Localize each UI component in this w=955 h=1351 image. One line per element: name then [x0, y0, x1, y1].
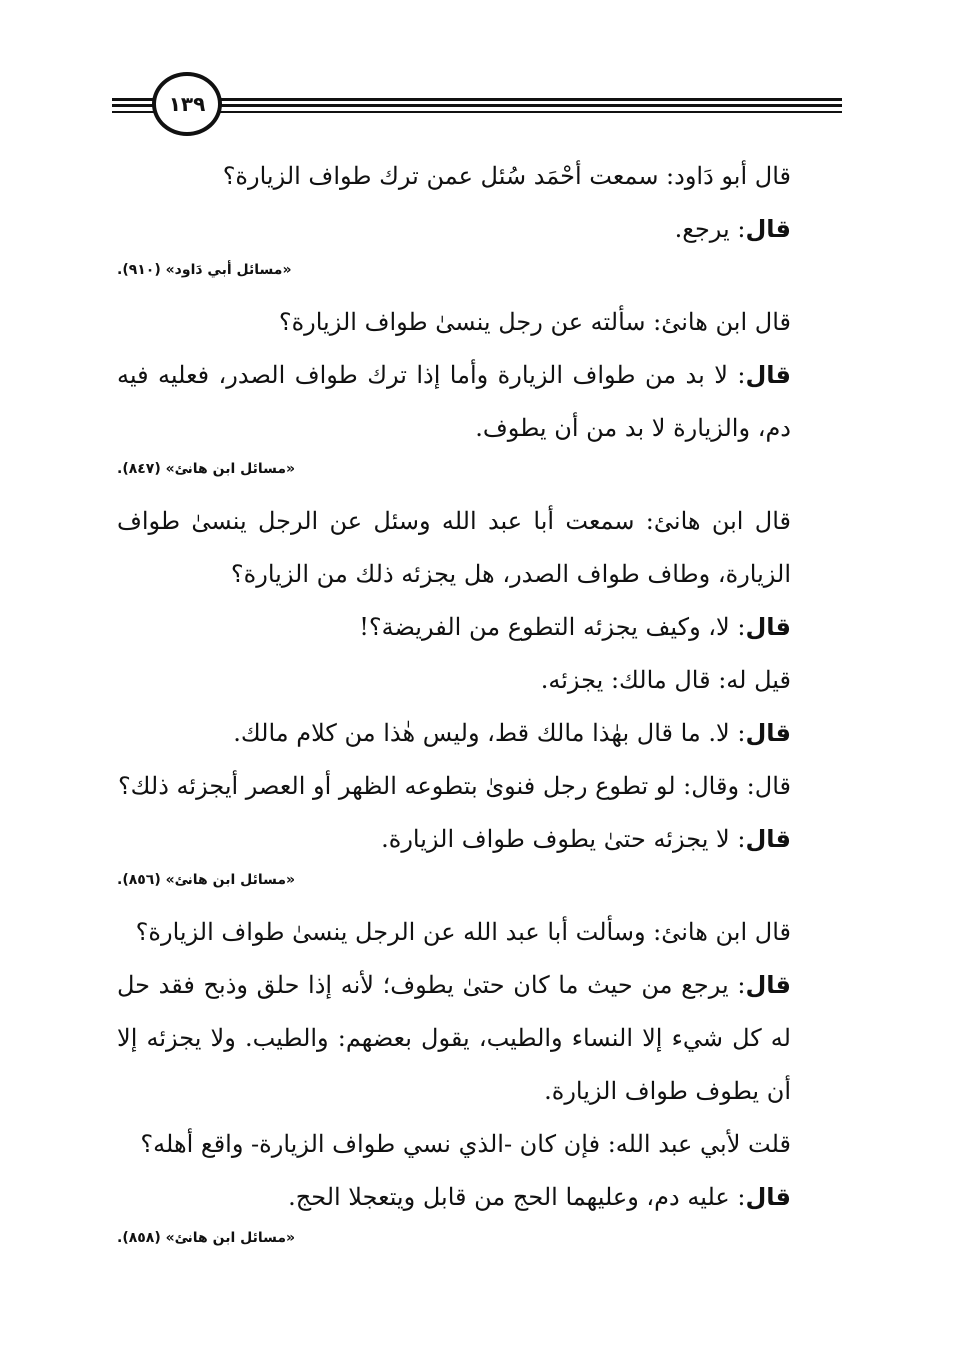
paragraph-text: قال ابن هانئ: وسألت أبا عبد الله عن الرجل ينسىٰ طواف الزيارة؟: [135, 918, 791, 946]
paragraph: [117, 760, 839, 813]
speaker-label: قال: [745, 825, 791, 853]
paragraph: [117, 296, 839, 349]
speaker-label: قال: [745, 613, 791, 641]
citation-text: «مسائل أبي دَاود» (٩١٠).: [117, 262, 292, 278]
paragraph: [117, 813, 839, 866]
paragraph-text: قال ابن هانئ: سألته عن رجل ينسىٰ طواف الزيارة؟: [278, 308, 791, 336]
speaker-label: قال: [745, 719, 791, 747]
source-citation: [117, 1224, 839, 1252]
paragraph: [117, 654, 839, 707]
page-number: ١٣٩: [152, 72, 222, 136]
paragraph-text: : لا يجزئه حتىٰ يطوف طواف الزيارة.: [381, 825, 746, 853]
paragraph: [117, 495, 839, 601]
paragraph: [117, 1171, 839, 1224]
paragraph-text: : لا بد من طواف الزيارة وأما إذا ترك طواف الصدر، فعليه فيه دم، والزيارة لا بد من أن يطوف.: [117, 361, 791, 442]
citation-text: «مسائل ابن هانئ» (٨٥٦).: [117, 872, 296, 888]
paragraph-text: : عليه دم، وعليهما الحج من قابل ويتعجلا الحج.: [288, 1183, 746, 1211]
paragraph-text: : لا. ما قال بهٰذا مالك قط، وليس هٰذا من كلام مالك.: [233, 719, 746, 747]
speaker-label: قال: [745, 215, 791, 243]
speaker-label: قال: [745, 361, 791, 389]
paragraph: [117, 601, 839, 654]
paragraph-text: قال أبو دَاود: سمعت أحْمَد سُئل عمن ترك طواف الزيارة؟: [222, 162, 791, 190]
paragraph-text: قيل له: قال مالك: يجزئه.: [540, 666, 791, 694]
citation-text: «مسائل ابن هانئ» (٨٤٧).: [117, 461, 296, 477]
paragraph: [117, 1118, 839, 1171]
citation-text: «مسائل ابن هانئ» (٨٥٨).: [117, 1230, 296, 1246]
paragraph: [117, 707, 839, 760]
paragraph-text: قال: وقال: لو تطوع رجل فنوىٰ بتطوعه الظهر أو العصر أيجزئه ذلك؟: [117, 772, 791, 800]
paragraph: [117, 959, 839, 1118]
paragraph-text: : يرجع من حيث ما كان حتىٰ يطوف؛ لأنه إذا حلق وذبح فقد حل له كل شيء إلا النساء والطيب، يقول بعضهم: والطيب. ولا يجزئه إلا أن يطوف طواف الزيارة.: [117, 971, 791, 1105]
source-citation: [117, 455, 839, 483]
speaker-label: قال: [745, 971, 791, 999]
header-rule: [112, 111, 842, 113]
source-citation: [117, 866, 839, 894]
paragraph: [117, 906, 839, 959]
paragraph-text: قلت لأبي عبد الله: فإن كان -الذي نسي طواف الزيارة- واقع أهله؟: [140, 1130, 791, 1158]
paragraph: [117, 349, 839, 455]
source-citation: [117, 256, 839, 284]
paragraph-text: قال ابن هانئ: سمعت أبا عبد الله وسئل عن الرجل ينسىٰ طواف الزيارة، وطاف طواف الصدر، هل يجزئه ذلك من الزيارة؟: [117, 507, 792, 588]
paragraph-text: : يرجع.: [674, 215, 746, 243]
speaker-label: قال: [745, 1183, 791, 1211]
paragraph-text: : لا، وكيف يجزئه التطوع من الفريضة؟!: [359, 613, 746, 641]
page-header: [112, 70, 842, 140]
paragraph: [117, 150, 839, 203]
page-body: [117, 150, 839, 1252]
paragraph: [117, 203, 839, 256]
